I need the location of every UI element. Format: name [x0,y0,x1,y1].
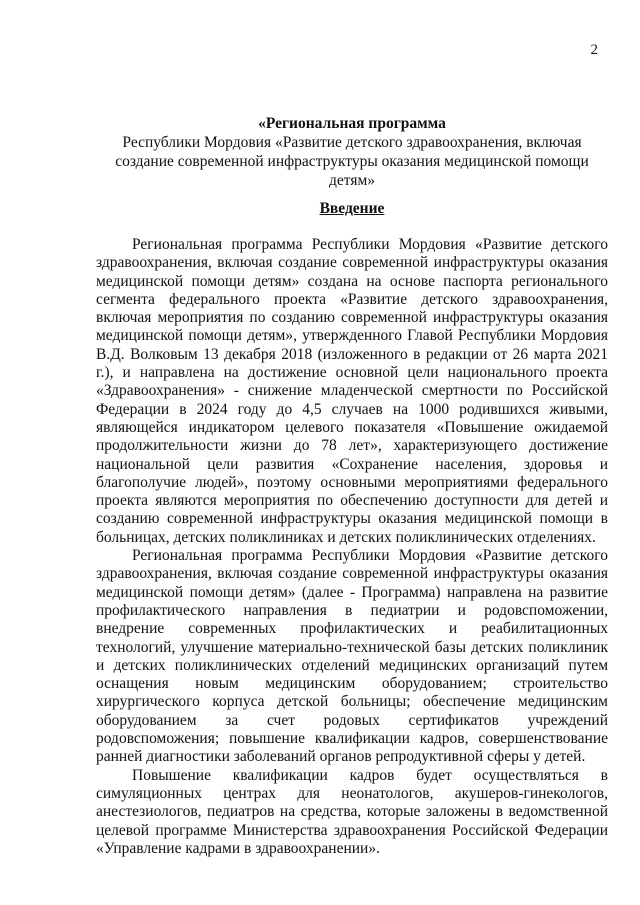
page-number: 2 [590,42,598,58]
document-title [96,114,608,190]
title-line-2: Республики Мордовия «Развитие детского здравоохранения, включая создание современной инфраструктуры оказания медицинской помощи детям» [115,134,589,189]
section-heading: Введение [319,200,385,217]
paragraph: Региональная программа Республики Мордовия «Развитие детского здравоохранения, включая создание современной инфраструктуры оказания медицинской помощи детям» создана на основе паспорта регионального сегмента федерального проекта «Развитие детского здравоохранения, включая мероприятия по созданию современной инфраструктуры оказания медицинской помощи детям», утвержденного Главой Республики Мордовия В.Д. Волковым 13 декабря 2018 (изложенного в редакции от 26 марта 2021 г.), и направлена на достижение основной цели национального проекта «Здравоохранения» - снижение младенческой смертности по Российской Федерации в 2024 году до 4,5 случаев на 1000 родившихся живыми, являющейся индикатором целевого показателя «Повышение ожидаемой продолжительности жизни до 78 лет», характеризующего достижение национальной цели развития «Сохранение населения, здоровья и благополучие людей», поэтому основными мероприятиями федерального проекта являются мероприятия по обеспечению доступности для детей и созданию современной инфраструктуры оказания медицинской помощи в больницах, детских поликлиниках и детских поликлинических отделениях. [96,236,608,546]
paragraph: Повышение квалификации кадров будет осуществляться в симуляционных центрах для неонатологов, акушеров-гинекологов, анестезиологов, педиатров на средства, которые заложены в ведомственной целевой программе Министерства здравоохранения Российской Федерации «Управление кадрами в здравоохранении». [96,766,608,857]
paragraph: Региональная программа Республики Мордовия «Развитие детского здравоохранения, включая создание современной инфраструктуры оказания медицинской помощи детям» (далее - Программа) направлена на развитие профилактического направления в педиатрии и родовспоможении, внедрение современных профилактических и реабилитационных технологий, улучшение материально-технической базы детских поликлиник и детских поликлинических отделений медицинских организаций путем оснащения новым медицинским оборудованием; строительство хирургического корпуса детской больницы; обеспечение медицинским оборудованием за счет родовых сертификатов учреждений родовспоможения; повышение квалификации кадров, совершенствование ранней диагностики заболеваний органов репродуктивной сферы у детей. [96,547,608,766]
title-line-1: «Региональная программа [258,115,446,132]
body-text [96,236,608,858]
